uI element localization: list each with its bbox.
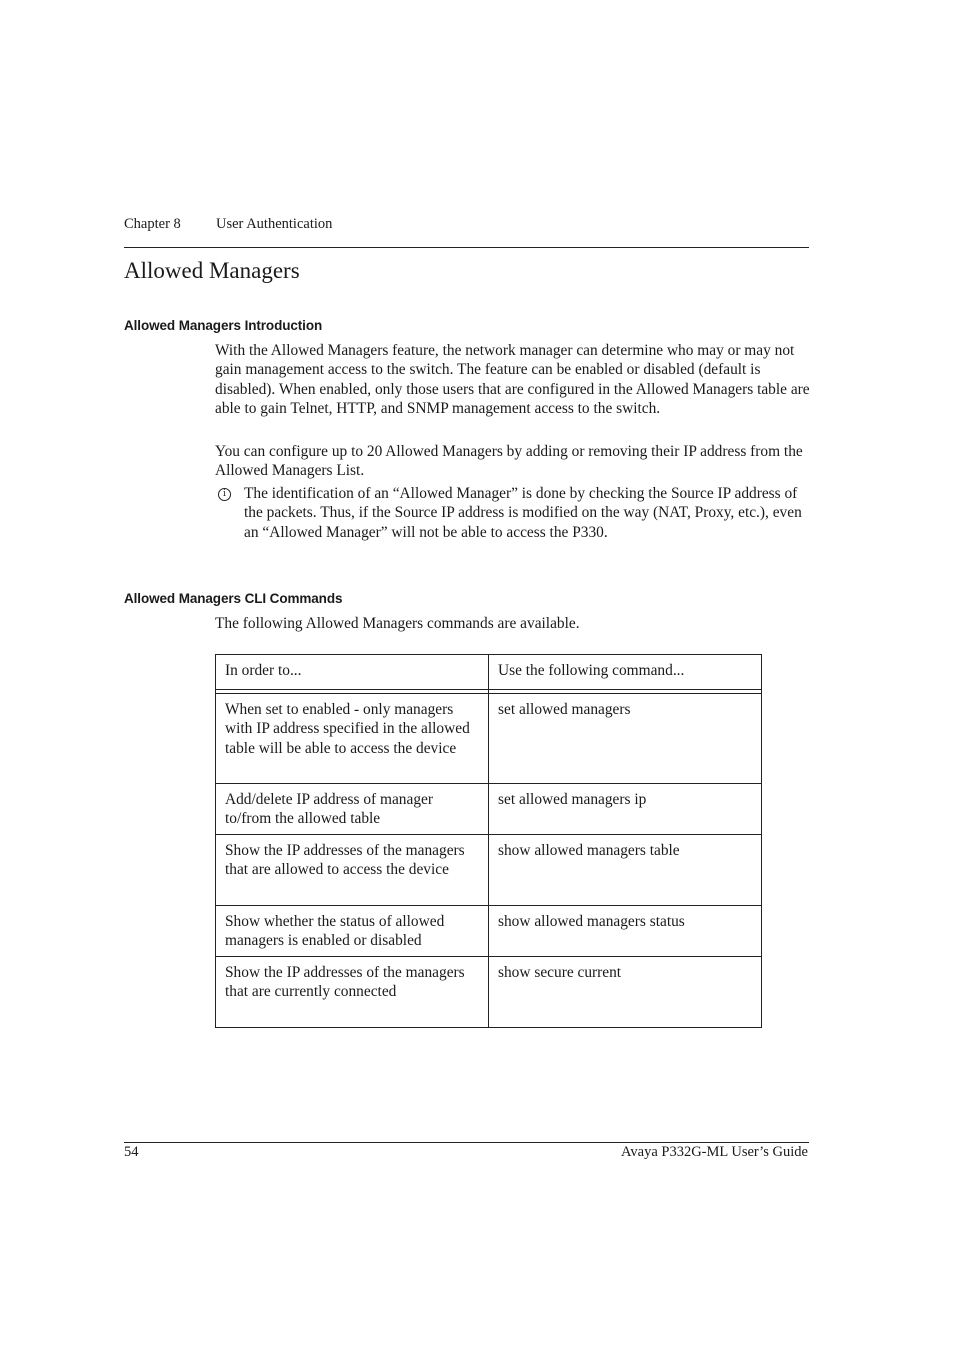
guide-title: Avaya P332G-ML User’s Guide [621, 1144, 808, 1160]
table-cell-command: show allowed managers table [489, 835, 762, 906]
table-cell-command: show allowed managers status [489, 906, 762, 957]
table-cell-command: set allowed managers ip [489, 784, 762, 835]
table-row [216, 784, 762, 835]
table-cell-purpose: When set to enabled - only managers with IP address specified in the allowed table will be able to access the device [216, 694, 489, 784]
table-header-row [216, 655, 762, 690]
table-row [216, 906, 762, 957]
info-icon: i [218, 488, 231, 501]
intro-paragraph-2: You can configure up to 20 Allowed Managers by adding or removing their IP address from the Allowed Managers List. [215, 443, 803, 480]
note-text: The identification of an “Allowed Manager” is done by checking the Source IP address of the packets. Thus, if the Source IP address is modified on the way (NAT, Proxy, etc.), even an “Allowed Manager” will not be able to access the P330. [244, 485, 802, 541]
table-cell-purpose: Show whether the status of allowed managers is enabled or disabled [216, 906, 489, 957]
table-cell-command: set allowed managers [489, 694, 762, 784]
table-cell-purpose: Show the IP addresses of the managers that are allowed to access the device [216, 835, 489, 906]
intro-heading: Allowed Managers Introduction [124, 318, 323, 333]
running-header [124, 216, 332, 233]
header-rule [124, 247, 809, 248]
table-row [216, 694, 762, 784]
commands-table [215, 654, 762, 1028]
table-cell-purpose: Show the IP addresses of the managers that are currently connected [216, 957, 489, 1028]
table-cell-purpose: Add/delete IP address of manager to/from the allowed table [216, 784, 489, 835]
chapter-title: User Authentication [216, 216, 333, 232]
chapter-label: Chapter 8 [124, 216, 181, 232]
page-number: 54 [124, 1144, 139, 1160]
cli-intro: The following Allowed Managers commands are available. [215, 615, 580, 632]
table-header-cell: In order to... [216, 655, 489, 690]
table-header-cell: Use the following command... [489, 655, 762, 690]
cli-heading: Allowed Managers CLI Commands [124, 591, 343, 606]
table-cell-command: show secure current [489, 957, 762, 1028]
intro-paragraph-1: With the Allowed Managers feature, the network manager can determine who may or may not gain management access to the switch. The feature can be enabled or disabled (default is disabled). When enabled, only those users that are configured in the Allowed Managers table are able to gain Telnet, HTTP, and SNMP management access to the switch. [215, 342, 810, 418]
table-row [216, 835, 762, 906]
section-title: Allowed Managers [124, 258, 300, 283]
table-row [216, 957, 762, 1028]
footer-rule [124, 1142, 809, 1143]
